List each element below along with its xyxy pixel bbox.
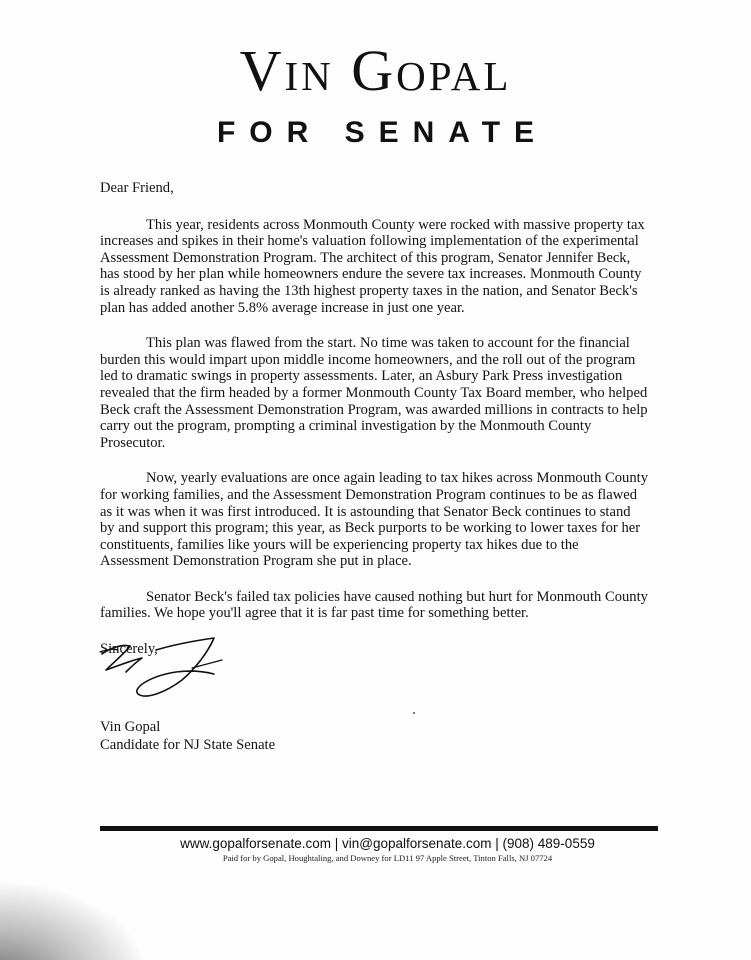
footer-divider [100, 826, 658, 831]
signer-name: Vin Gopal [100, 719, 161, 735]
footer-contact: www.gopalforsenate.com | vin@gopalforsenate.com | (908) 489-0559 [180, 836, 595, 851]
salutation: Dear Friend, [100, 180, 174, 196]
letter-body [100, 180, 648, 658]
letterhead-subtitle: FOR SENATE [216, 116, 549, 149]
paragraph-2: This plan was flawed from the start. No time was taken to account for the financial burden this would impart upon middle income homeowners, and the roll out of the program led to dramatic swings in property assessments. Later, an Asbury Park Press investigation revealed that the firm headed by a former Monmouth County Tax Board member, who helped Beck craft the Assessment Demonstration Program, was awarded millions in contracts to help carry out the program, prompting a criminal investigation by the Monmouth County Prosecutor. [100, 335, 648, 451]
letterhead-name: Vin Gopal [239, 38, 512, 103]
paragraph-1: This year, residents across Monmouth County were rocked with massive property tax increases and spikes in their home's valuation following implementation of the experimental Assessment Demonstration Program. The architect of this program, Senator Jennifer Beck, has stood by her plan while homeowners endure the severe tax increases. Monmouth County is already ranked as having the 13th highest property taxes in the nation, and Senator Beck's plan has added another 5.8% average increase in just one year. [100, 216, 645, 316]
scan-speck [413, 712, 415, 714]
paragraph-4: Senator Beck's failed tax policies have caused nothing but hurt for Monmouth County families. We hope you'll agree that it is far past time for something better. [100, 588, 648, 622]
paid-for-disclaimer: Paid for by Gopal, Houghtaling, and Downey for LD11 97 Apple Street, Tinton Falls, NJ 07724 [222, 853, 553, 863]
signer-title: Candidate for NJ State Senate [100, 737, 276, 753]
signature-icon [96, 632, 236, 712]
scan-shadow [0, 880, 150, 960]
paragraph-3: Now, yearly evaluations are once again leading to tax hikes across Monmouth County for working families, and the Assessment Demonstration Program continues to be as flawed as it was when it was first introduced. It is astounding that Senator Beck continues to stand by and support this program; this year, as Beck purports to be working to lower taxes for her constituents, families like yours will be experiencing property tax hikes due to the Assessment Demonstration Program she put in place. [100, 470, 649, 570]
closing: Sincerely, [100, 641, 158, 658]
signer-block [100, 718, 275, 754]
